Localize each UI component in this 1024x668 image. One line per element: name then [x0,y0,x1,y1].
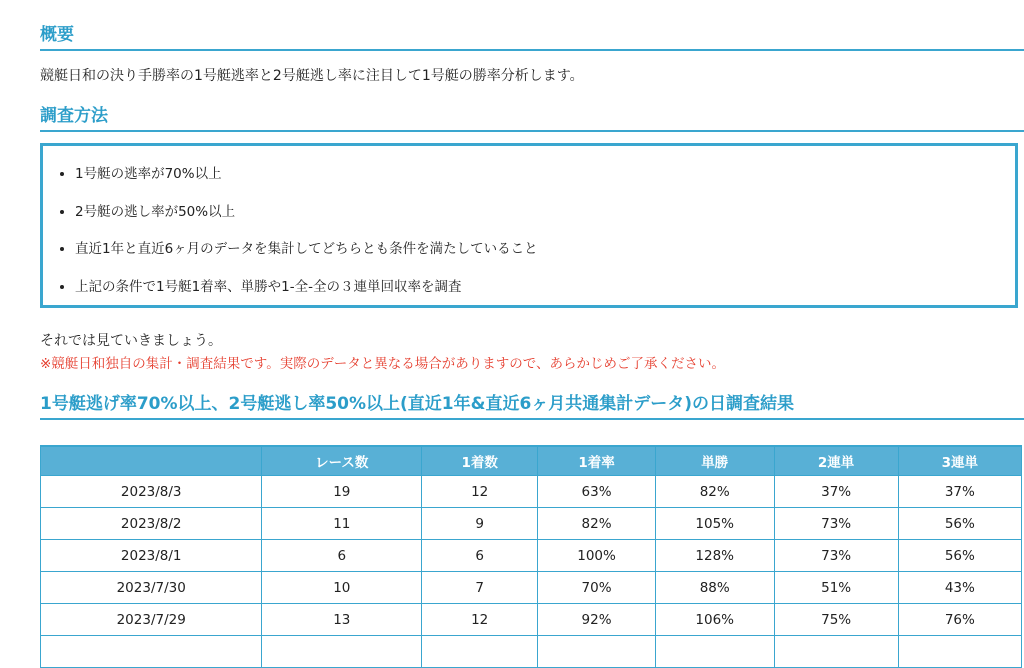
table-cell [655,636,774,668]
table-cell [422,636,538,668]
table-row [41,508,1022,540]
table-cell [898,636,1021,668]
table-row [41,572,1022,604]
table-cell: 10 [262,572,422,604]
table-row [41,636,1022,668]
column-header: 1着率 [538,446,656,476]
disclaimer-text: ※競艇日和独自の集計・調査結果です。実際のデータと異なる場合がありますので、あらかじめご了承ください。 [40,356,725,372]
table-cell: 56% [898,540,1021,572]
table-row [41,604,1022,636]
method-item: • 上記の条件で1号艇1着率、単勝や1-全-全の３連単回収率を調査 [75,269,1015,307]
table-cell: 43% [898,572,1021,604]
table-cell: 6 [262,540,422,572]
method-box [40,143,1018,308]
table-cell: 56% [898,508,1021,540]
table-cell: 92% [538,604,656,636]
table-cell: 2023/7/30 [41,572,262,604]
table-row [41,540,1022,572]
method-item: • 1号艇の逃率が70%以上 [75,156,1015,194]
table-cell: 13 [262,604,422,636]
table-cell: 6 [422,540,538,572]
table-row [41,476,1022,508]
table-cell: 106% [655,604,774,636]
table-cell: 128% [655,540,774,572]
table-cell [41,636,262,668]
method-heading: 調査方法 [40,101,1024,132]
method-item: • 直近1年と直近6ヶ月のデータを集計してどちらとも条件を満たしていること [75,231,1015,269]
column-header: 1着数 [422,446,538,476]
table-header-row [41,446,1022,476]
results-heading: 1号艇逃げ率70%以上、2号艇逃し率50%以上(直近1年&直近6ヶ月共通集計データ)の日調査結果 [40,389,1024,420]
column-header [41,446,262,476]
table-cell: 12 [422,604,538,636]
table-cell: 7 [422,572,538,604]
table-cell: 88% [655,572,774,604]
column-header: 単勝 [655,446,774,476]
method-item: • 2号艇の逃し率が50%以上 [75,194,1015,232]
table-cell: 2023/8/3 [41,476,262,508]
table-cell: 12 [422,476,538,508]
table-cell: 9 [422,508,538,540]
column-header: レース数 [262,446,422,476]
table-cell: 100% [538,540,656,572]
table-cell: 2023/8/1 [41,540,262,572]
table-cell: 19 [262,476,422,508]
column-header: 3連単 [898,446,1021,476]
table-cell: 51% [774,572,898,604]
table-cell: 76% [898,604,1021,636]
table-cell: 73% [774,540,898,572]
table-cell: 82% [655,476,774,508]
table-cell: 75% [774,604,898,636]
results-table [40,445,1022,668]
intro-text: それでは見ていきましょう。 [40,333,222,349]
method-list [43,146,1015,306]
table-cell [774,636,898,668]
table-cell: 37% [774,476,898,508]
overview-text: 競艇日和の決り手勝率の1号艇逃率と2号艇逃し率に注目して1号艇の勝率分析します。 [40,68,584,84]
table-cell: 2023/8/2 [41,508,262,540]
table-cell: 11 [262,508,422,540]
table-cell: 105% [655,508,774,540]
overview-heading: 概要 [40,20,1024,51]
table-cell: 37% [898,476,1021,508]
column-header: 2連単 [774,446,898,476]
table-cell: 63% [538,476,656,508]
table-cell [262,636,422,668]
table-cell: 2023/7/29 [41,604,262,636]
table-cell [538,636,656,668]
table-cell: 70% [538,572,656,604]
table-cell: 82% [538,508,656,540]
table-cell: 73% [774,508,898,540]
